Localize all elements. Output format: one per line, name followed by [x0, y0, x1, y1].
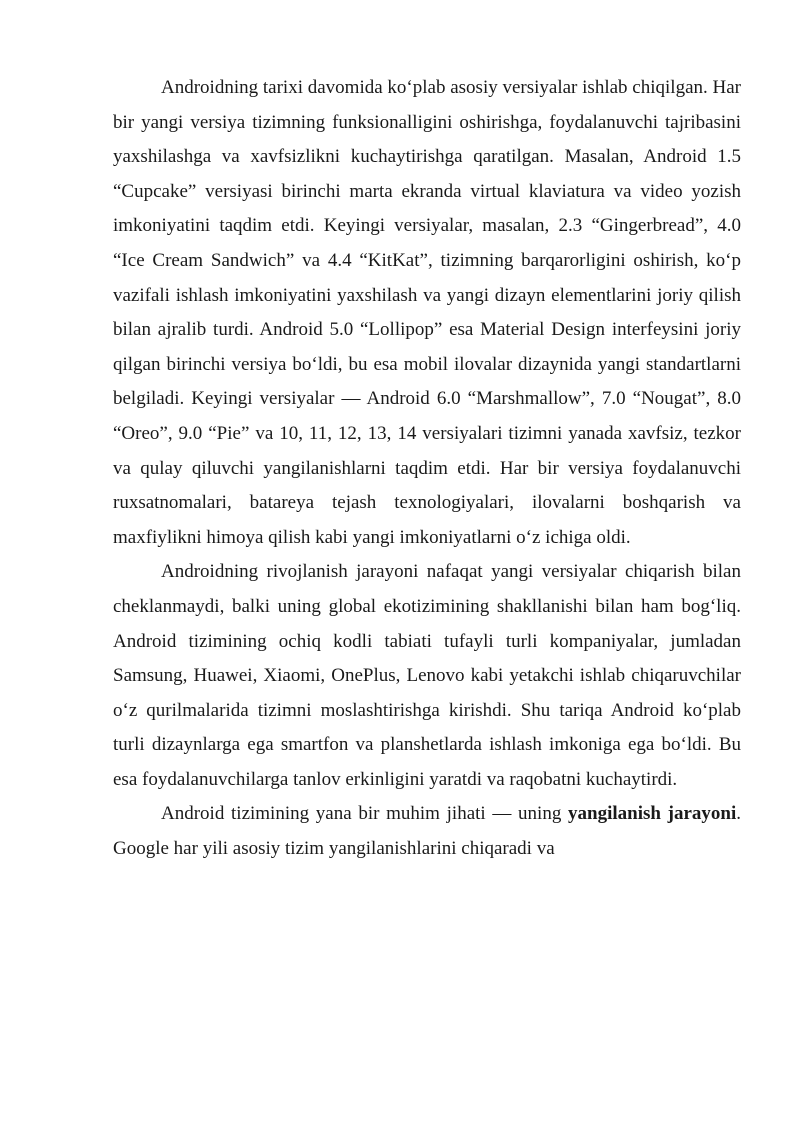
paragraph-text-after: . Google har yili asosiy tizim yangilanishlarini chiqaradi va — [113, 803, 741, 860]
paragraph-android-ecosystem: Androidning rivojlanish jarayoni nafaqat yangi versiyalar chiqarish bilan cheklanmaydi, balki uning global ekotizimining shakllanishi bilan ham bog‘liq. Android tizimining ochiq kodli tabiati tufayli turli kompaniyalar, jumladan Samsung, Huawei, Xiaomi, OnePlus, Lenovo kabi yetakchi ishlab chiqaruvchilar o‘z qurilmalarida tizimni moslashtirishga kirishdi. Shu tariqa Android ko‘plab turli dizaynlarga ega smartfon va planshetlarda ishlash imkoniga ega bo‘ldi. Bu esa foydalanuvchilarga tanlov erkinligini yaratdi va raqobatni kuchaytirdi. — [113, 561, 741, 790]
bold-term-update-process: yangilanish jarayoni — [568, 803, 737, 825]
paragraph-text-before: Android tizimining yana bir muhim jihati — uning — [161, 803, 569, 825]
paragraph-android-updates — [113, 797, 741, 866]
document-page — [113, 71, 741, 867]
paragraph-android-versions-history: Androidning tarixi davomida ko‘plab asosiy versiyalar ishlab chiqilgan. Har bir yangi versiya tizimning funksionalligini oshirishga, foydalanuvchi tajribasini yaxshilashga va xavfsizlikni kuchaytirishga qaratilgan. Masalan, Android 1.5 “Cupcake” versiyasi birinchi marta ekranda virtual klaviatura va video yozish imkoniyatini taqdim etdi. Keyingi versiyalar, masalan, 2.3 “Gingerbread”, 4.0 “Ice Cream Sandwich” va 4.4 “KitKat”, tizimning barqarorligini oshirish, ko‘p vazifali ishlash imkoniyatini yaxshilash va yangi dizayn elementlarini joriy qilish bilan ajralib turdi. Android 5.0 “Lollipop” esa Material Design interfeysini joriy qilgan birinchi versiya bo‘ldi, bu esa mobil ilovalar dizaynida yangi standartlarni belgiladi. Keyingi versiyalar — Android 6.0 “Marshmallow”, 7.0 “Nougat”, 8.0 “Oreo”, 9.0 “Pie” va 10, 11, 12, 13, 14 versiyalari tizimni yanada xavfsiz, tezkor va qulay qiluvchi yangilanishlarni taqdim etdi. Har bir versiya foydalanuvchi ruxsatnomalari, batareya tejash texnologiyalari, ilovalarni boshqarish va maxfiylikni himoya qilish kabi yangi imkoniyatlarni o‘z ichiga oldi. — [113, 77, 741, 548]
